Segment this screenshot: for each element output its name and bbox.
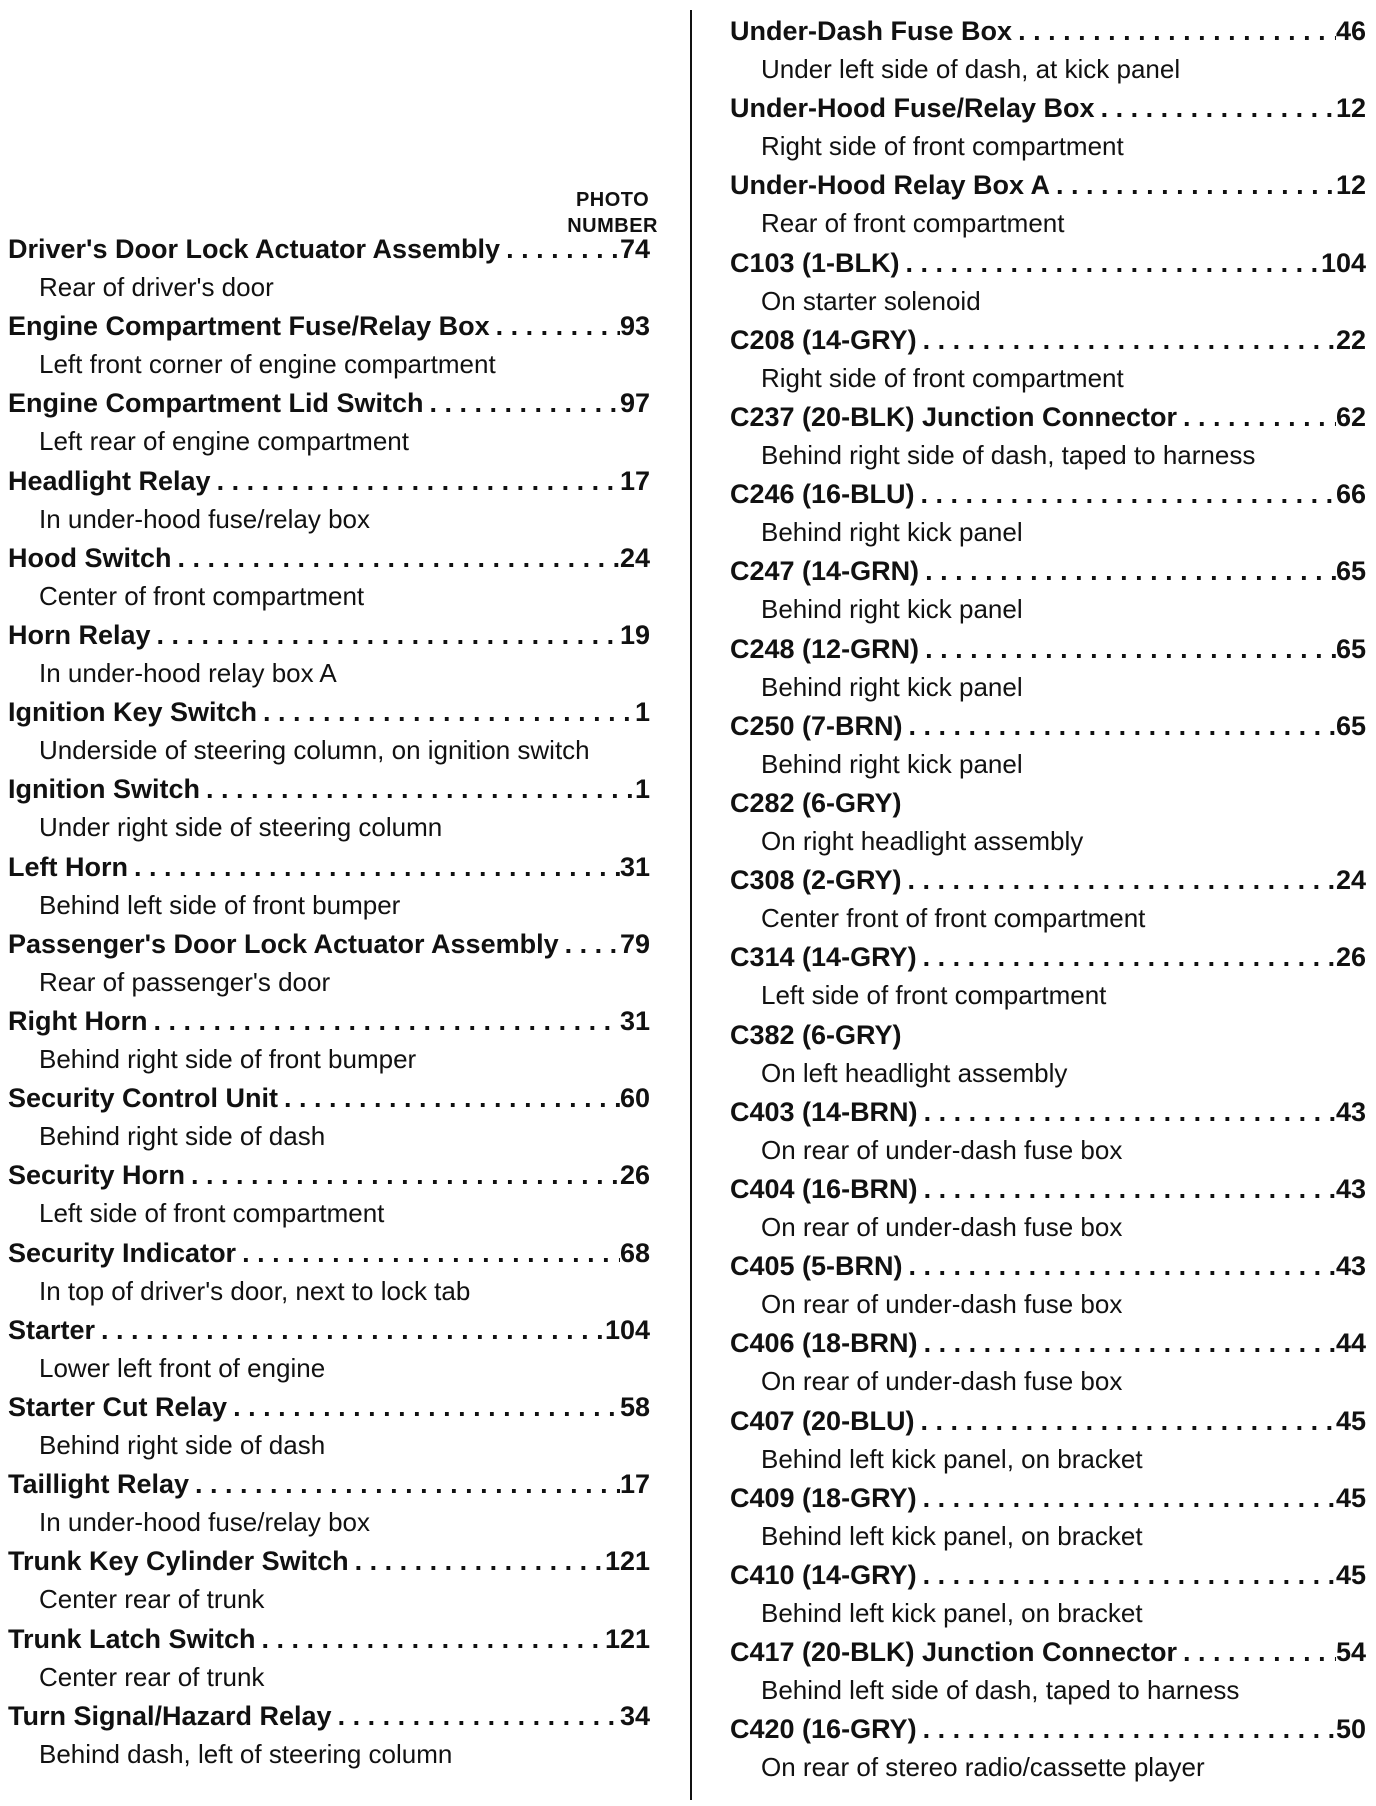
component-location: Behind right side of dash — [39, 1430, 326, 1460]
entry-title-line — [730, 711, 1366, 747]
entry-title-line — [8, 466, 650, 502]
component-location: In top of driver's door, next to lock tab — [39, 1275, 471, 1306]
component-location: Center of front compartment — [39, 580, 365, 611]
dot-leader — [903, 711, 1336, 742]
entry-title-line — [8, 774, 650, 810]
photo-number: 93 — [619, 311, 650, 342]
component-entry — [730, 556, 1366, 626]
entry-title-line — [730, 1714, 1366, 1750]
dot-leader — [915, 479, 1336, 510]
dot-leader — [151, 620, 620, 651]
dot-leader — [1050, 170, 1336, 201]
entry-title-line — [8, 1160, 650, 1196]
component-name: Engine Compartment Fuse/Relay Box — [8, 311, 490, 342]
dot-leader — [917, 1560, 1336, 1591]
component-name: C248 (12-GRN) — [730, 633, 920, 664]
component-name: C405 (5-BRN) — [730, 1251, 903, 1282]
entry-title-line — [730, 556, 1366, 592]
entry-title-line — [8, 1546, 650, 1582]
photo-number: 12 — [1335, 170, 1366, 201]
component-location: Left front corner of engine compartment — [39, 349, 496, 380]
component-location: Behind right kick panel — [761, 671, 1023, 702]
dot-leader — [917, 1483, 1336, 1514]
component-entry — [730, 1560, 1366, 1630]
photo-number: 121 — [604, 1546, 650, 1577]
component-name: Security Indicator — [8, 1237, 237, 1268]
component-name: Turn Signal/Hazard Relay — [8, 1700, 332, 1731]
component-entry — [8, 1469, 650, 1539]
photo-number: 34 — [619, 1700, 650, 1731]
component-location: Center front of front compartment — [761, 903, 1146, 934]
photo-number: 17 — [619, 465, 650, 496]
component-name: Security Control Unit — [8, 1083, 279, 1114]
component-name: C404 (16-BRN) — [730, 1174, 918, 1204]
component-name: C420 (16-GRY) — [730, 1714, 917, 1745]
component-entry — [8, 466, 650, 536]
component-name: C282 (6-GRY) — [730, 788, 902, 818]
entry-title-line — [730, 788, 1366, 824]
photo-number: 45 — [1335, 1405, 1366, 1436]
dot-leader — [332, 1701, 620, 1732]
dot-leader — [917, 942, 1336, 973]
component-entry — [8, 697, 650, 767]
component-entry — [730, 402, 1366, 472]
component-name: Left Horn — [8, 851, 128, 882]
entry-title-line — [8, 1006, 650, 1042]
component-entry — [730, 711, 1366, 781]
component-entry — [8, 1624, 650, 1694]
dot-leader — [172, 543, 620, 574]
entry-title-line — [730, 248, 1366, 284]
component-name: Under-Hood Fuse/Relay Box — [730, 93, 1095, 124]
component-entry — [730, 325, 1366, 395]
entry-title-line — [730, 1251, 1366, 1287]
entry-title-line — [8, 1624, 650, 1660]
dot-leader — [919, 556, 1336, 587]
entry-title-line — [730, 16, 1366, 52]
component-location: Behind left side of dash, taped to harness — [761, 1675, 1240, 1706]
dot-leader — [490, 311, 620, 342]
component-entry — [730, 1097, 1366, 1167]
entry-title-line — [8, 1701, 650, 1737]
component-entry — [730, 248, 1366, 318]
component-name: Security Horn — [8, 1160, 186, 1191]
component-name: C410 (14-GRY) — [730, 1560, 917, 1590]
component-location: Center rear of trunk — [39, 1661, 265, 1692]
dot-leader — [559, 929, 620, 960]
component-location: Right side of front compartment — [761, 131, 1124, 162]
component-name: Horn Relay — [8, 620, 151, 650]
dot-leader — [919, 634, 1336, 665]
component-entry — [8, 1238, 650, 1308]
photo-number-header — [567, 187, 658, 239]
component-location: In under-hood relay box A — [39, 658, 337, 688]
component-entry — [730, 16, 1366, 86]
component-name: Taillight Relay — [8, 1469, 190, 1500]
component-name: Under-Dash Fuse Box — [730, 16, 1013, 46]
component-location: Behind left kick panel, on bracket — [761, 1443, 1143, 1474]
component-entry — [8, 1160, 650, 1230]
dot-leader — [128, 852, 620, 883]
dot-leader — [902, 865, 1336, 896]
component-location: Underside of steering column, on ignition switch — [39, 735, 590, 766]
photo-number: 62 — [1335, 402, 1366, 432]
photo-number: 97 — [619, 388, 650, 419]
dot-leader — [918, 1174, 1336, 1205]
photo-number: 104 — [604, 1314, 650, 1345]
component-name: C406 (18-BRN) — [730, 1328, 918, 1359]
component-name: Engine Compartment Lid Switch — [8, 388, 424, 419]
dot-leader — [257, 697, 635, 728]
photo-number: 43 — [1335, 1251, 1366, 1282]
dot-leader — [903, 1251, 1336, 1282]
photo-number: 74 — [619, 234, 650, 264]
component-location: Under left side of dash, at kick panel — [761, 54, 1181, 84]
photo-number: 31 — [619, 851, 650, 882]
dot-leader — [236, 1238, 620, 1269]
component-name: C250 (7-BRN) — [730, 710, 903, 741]
component-entry — [8, 234, 650, 304]
photo-number: 19 — [619, 620, 650, 650]
dot-leader — [917, 1714, 1336, 1745]
photo-number: 54 — [1335, 1637, 1366, 1668]
component-entry — [730, 865, 1366, 935]
photo-number: 26 — [1335, 942, 1366, 973]
photo-number: 58 — [619, 1392, 650, 1422]
entry-title-line — [8, 311, 650, 347]
component-entry — [730, 1637, 1366, 1707]
dot-leader — [915, 1406, 1336, 1437]
component-location: On rear of under-dash fuse box — [761, 1366, 1123, 1397]
dot-leader — [95, 1315, 605, 1346]
component-location: Behind dash, left of steering column — [39, 1738, 453, 1769]
component-entry — [8, 774, 650, 844]
photo-number: 65 — [1335, 633, 1366, 664]
component-location: In under-hood fuse/relay box — [39, 503, 370, 534]
component-name: Trunk Latch Switch — [8, 1623, 256, 1654]
entry-title-line — [730, 1174, 1366, 1210]
component-name: C237 (20-BLK) Junction Connector — [730, 402, 1178, 432]
component-entry — [730, 170, 1366, 240]
component-entry — [730, 1714, 1366, 1784]
component-entry — [730, 942, 1366, 1012]
photo-number: 1 — [634, 774, 650, 805]
component-location: Rear of driver's door — [39, 272, 274, 302]
component-entry — [8, 1701, 650, 1771]
component-entry — [730, 1251, 1366, 1321]
component-entry — [730, 93, 1366, 163]
dot-leader — [349, 1546, 605, 1577]
entry-title-line — [730, 1097, 1366, 1133]
component-name: Starter Cut Relay — [8, 1392, 228, 1422]
dot-leader — [1177, 1637, 1336, 1668]
component-entry — [730, 1406, 1366, 1476]
component-name: Ignition Key Switch — [8, 697, 258, 728]
entry-title-line — [730, 865, 1366, 901]
entry-title-line — [730, 1637, 1366, 1673]
dot-leader — [1012, 16, 1336, 47]
entry-title-line — [8, 388, 650, 424]
dot-leader — [200, 774, 635, 805]
entry-title-line — [8, 543, 650, 579]
component-entry — [8, 1083, 650, 1153]
component-entry — [8, 388, 650, 458]
entry-title-line — [8, 1469, 650, 1505]
component-entry — [730, 1020, 1366, 1090]
entry-title-line — [730, 634, 1366, 670]
entry-title-line — [730, 93, 1366, 129]
component-name: Right Horn — [8, 1006, 148, 1036]
component-location: Behind left kick panel, on bracket — [761, 1598, 1143, 1628]
component-location: In under-hood fuse/relay box — [39, 1507, 370, 1538]
component-entry — [8, 543, 650, 613]
dot-leader — [147, 1006, 619, 1037]
component-location: Under right side of steering column — [39, 812, 443, 843]
photo-number: 121 — [604, 1623, 650, 1654]
component-entry — [730, 1174, 1366, 1244]
component-location: On left headlight assembly — [761, 1057, 1068, 1088]
component-name: C382 (6-GRY) — [730, 1019, 902, 1050]
component-entry — [8, 311, 650, 381]
photo-number: 46 — [1335, 16, 1366, 46]
dot-leader — [189, 1469, 620, 1500]
entry-title-line — [730, 1020, 1366, 1056]
component-location: Behind right side of dash — [39, 1121, 326, 1152]
photo-number: 60 — [619, 1083, 650, 1114]
entry-title-line — [730, 325, 1366, 361]
photo-number: 24 — [1335, 865, 1366, 896]
photo-number: 12 — [1335, 93, 1366, 124]
component-name: Under-Hood Relay Box A — [730, 170, 1051, 201]
component-entry — [730, 788, 1366, 858]
photo-number: 65 — [1335, 556, 1366, 587]
component-name: Headlight Relay — [8, 465, 211, 496]
entry-title-line — [8, 234, 650, 270]
component-location: Left side of front compartment — [761, 980, 1107, 1011]
component-location: Behind left kick panel, on bracket — [761, 1520, 1143, 1551]
entry-title-line — [8, 929, 650, 965]
component-name: C103 (1-BLK) — [730, 247, 900, 278]
component-name: Hood Switch — [8, 542, 172, 573]
dot-leader — [500, 234, 620, 265]
entry-title-line — [730, 942, 1366, 978]
photo-number: 17 — [619, 1469, 650, 1500]
entry-title-line — [730, 402, 1366, 438]
column-divider — [690, 10, 692, 1800]
dot-leader — [256, 1624, 605, 1655]
entry-title-line — [730, 1560, 1366, 1596]
dot-leader — [185, 1160, 620, 1191]
photo-number: 44 — [1335, 1328, 1366, 1359]
photo-number: 43 — [1335, 1174, 1366, 1204]
dot-leader — [918, 1097, 1336, 1128]
photo-number: 45 — [1335, 1482, 1366, 1513]
photo-number: 65 — [1335, 710, 1366, 741]
component-entry — [8, 620, 650, 690]
photo-number: 104 — [1320, 247, 1366, 278]
component-location: Left side of front compartment — [39, 1198, 385, 1229]
photo-number: 45 — [1335, 1560, 1366, 1590]
component-entry — [8, 1546, 650, 1616]
component-location: Behind left side of front bumper — [39, 889, 401, 920]
photo-number: 24 — [619, 542, 650, 573]
dot-leader — [1177, 402, 1336, 433]
entry-title-line — [730, 170, 1366, 206]
photo-number: 50 — [1335, 1714, 1366, 1745]
component-location: Behind right kick panel — [761, 748, 1023, 779]
entry-title-line — [8, 1083, 650, 1119]
component-name: C407 (20-BLU) — [730, 1405, 915, 1436]
component-location: On right headlight assembly — [761, 826, 1084, 856]
entry-title-line — [730, 1483, 1366, 1519]
component-entry — [8, 1392, 650, 1462]
component-name: Ignition Switch — [8, 774, 200, 805]
component-name: C403 (14-BRN) — [730, 1096, 918, 1127]
entry-title-line — [730, 1328, 1366, 1364]
component-location: Behind right kick panel — [761, 517, 1023, 548]
photo-number: 66 — [1335, 479, 1366, 510]
component-name: C247 (14-GRN) — [730, 556, 920, 587]
component-name: Driver's Door Lock Actuator Assembly — [8, 234, 501, 264]
component-entry — [730, 1483, 1366, 1553]
component-name: C409 (18-GRY) — [730, 1482, 917, 1513]
entry-title-line — [8, 1238, 650, 1274]
entry-title-line — [8, 852, 650, 888]
entry-title-line — [730, 1406, 1366, 1442]
entry-title-line — [8, 1315, 650, 1351]
component-entry — [730, 479, 1366, 549]
component-name: C246 (16-BLU) — [730, 479, 915, 510]
dot-leader — [900, 248, 1321, 279]
dot-leader — [917, 325, 1336, 356]
photo-number: 68 — [619, 1237, 650, 1268]
component-location: Lower left front of engine — [39, 1352, 326, 1383]
photo-number: 1 — [634, 697, 650, 728]
component-entry — [8, 929, 650, 999]
photo-number: 26 — [619, 1160, 650, 1191]
component-location: On rear of under-dash fuse box — [761, 1212, 1123, 1242]
photo-number: 31 — [619, 1006, 650, 1036]
photo-number: 22 — [1335, 324, 1366, 355]
component-name: C208 (14-GRY) — [730, 324, 917, 355]
component-name: C314 (14-GRY) — [730, 942, 917, 973]
component-location: Rear of front compartment — [761, 208, 1065, 239]
entry-title-line — [8, 1392, 650, 1428]
component-name: C417 (20-BLK) Junction Connector — [730, 1637, 1178, 1668]
photo-number: 43 — [1335, 1096, 1366, 1127]
component-entry — [730, 1328, 1366, 1398]
entry-title-line — [730, 479, 1366, 515]
photo-number: 79 — [619, 928, 650, 959]
dot-leader — [211, 466, 620, 497]
dot-leader — [424, 388, 620, 419]
component-name: Trunk Key Cylinder Switch — [8, 1546, 349, 1577]
dot-leader — [278, 1083, 620, 1114]
component-location: Behind right kick panel — [761, 594, 1023, 625]
component-name: Passenger's Door Lock Actuator Assembly — [8, 928, 559, 959]
component-location: On starter solenoid — [761, 285, 981, 316]
component-location: Center rear of trunk — [39, 1584, 265, 1615]
component-location: Behind right side of dash, taped to harness — [761, 440, 1256, 470]
component-name: C308 (2-GRY) — [730, 865, 902, 896]
entry-title-line — [8, 697, 650, 733]
component-entry — [8, 852, 650, 922]
dot-leader — [227, 1392, 620, 1423]
component-name: Starter — [8, 1314, 96, 1345]
photo-header-line-1: PHOTO — [575, 189, 650, 211]
dot-leader — [1095, 93, 1336, 124]
photo-header-line-2: NUMBER — [567, 215, 658, 237]
component-entry — [8, 1315, 650, 1385]
component-location: Right side of front compartment — [761, 362, 1124, 393]
component-location: Left rear of engine compartment — [39, 426, 409, 457]
component-entry — [8, 1006, 650, 1076]
entry-title-line — [8, 620, 650, 656]
component-location: On rear of stereo radio/cassette player — [761, 1752, 1205, 1783]
component-location: On rear of under-dash fuse box — [761, 1134, 1123, 1165]
dot-leader — [918, 1328, 1336, 1359]
component-location: On rear of under-dash fuse box — [761, 1289, 1123, 1320]
component-entry — [730, 634, 1366, 704]
component-location: Rear of passenger's door — [39, 966, 331, 997]
component-location: Behind right side of front bumper — [39, 1044, 417, 1074]
